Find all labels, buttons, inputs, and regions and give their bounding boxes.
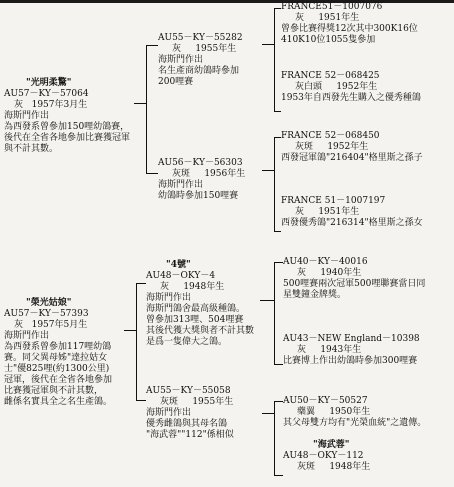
dam-dam-2-ring: AU48－OKY－112 bbox=[283, 450, 364, 461]
dam-sire-1 bbox=[281, 131, 423, 164]
connector-line bbox=[136, 283, 137, 400]
connector-line bbox=[262, 44, 274, 45]
dam-dam-1-ring: FRANCE 51－1007197 bbox=[281, 196, 386, 206]
dam-dam-2-born: 1948年生 bbox=[329, 461, 371, 472]
connector-line bbox=[124, 330, 136, 331]
dam-sire-2-ring: AU50－KY－50527 bbox=[283, 396, 368, 406]
subject-1 bbox=[4, 78, 130, 155]
subject-1-color: 灰 bbox=[14, 99, 24, 110]
sire-sire-2-color: 灰 bbox=[297, 267, 307, 278]
dam-sire-2-born: 1950年生 bbox=[329, 406, 371, 417]
sire-dam-2-note: 比賽博上作出幼鴿時參加300哩賽 bbox=[283, 355, 418, 366]
dam-sire-2-color-born bbox=[283, 407, 426, 418]
subject-1-note: 與不計其數。 bbox=[4, 143, 59, 154]
subject-2-name: "榮光姑娘" bbox=[26, 298, 72, 308]
sire-sire-1-color-born bbox=[281, 13, 418, 24]
dam-dam-1 bbox=[281, 196, 423, 229]
sire-dam-2 bbox=[283, 334, 420, 367]
sire-1-note: 名生產商幼鴿時參加 bbox=[158, 65, 240, 76]
sire-2-note: 海斯門鴿舍最高級種鴿。 bbox=[146, 303, 246, 314]
dam-2-ring: AU55－KY－55058 bbox=[146, 386, 231, 396]
sire-sire-1-note: 曾參比賽得獎12次其中300K16位 bbox=[281, 23, 418, 34]
subject-1-born: 1957年3月生 bbox=[31, 99, 88, 110]
dam-2-note: 海斯門作出 bbox=[146, 407, 192, 418]
sire-sire-1 bbox=[281, 2, 418, 46]
dam-1-ring: AU56－KY－56303 bbox=[158, 158, 243, 168]
subject-2-note: 比賽獲冠軍與不計其數， bbox=[4, 385, 104, 396]
subject-2-note: 雌係名實具全之名生產鴿。 bbox=[4, 396, 113, 407]
dam-sire-1-color-born bbox=[281, 142, 423, 153]
sire-2-ring: AU48－OKY－4 bbox=[146, 270, 216, 281]
subject-1-note: 海斯門作出 bbox=[4, 110, 50, 121]
sire-sire-1-ring: FRANCE51－1007076 bbox=[281, 2, 383, 12]
subject-2-born: 1957年5月生 bbox=[31, 319, 88, 330]
sire-1-ring: AU55－KY－55282 bbox=[158, 33, 243, 43]
connector-line bbox=[274, 401, 275, 475]
sire-sire-2-color-born bbox=[283, 268, 425, 279]
subject-2-note: 賽。同父異母姊"達拉姑女 bbox=[4, 352, 108, 363]
dam-sire-2 bbox=[283, 396, 426, 429]
sire-sire-1-note: 410K10位1055隻參加 bbox=[281, 34, 376, 45]
dam-sire-1-note: 西發冠軍鴿"216404"格里斯之孫子 bbox=[281, 152, 423, 163]
connector-line bbox=[134, 103, 146, 104]
dam-2 bbox=[146, 386, 234, 441]
connector-line bbox=[274, 262, 283, 263]
dam-2-note: 優秀雌鴿與其母名鴿 bbox=[146, 418, 228, 429]
sire-dam-1-ring: FRANCE 52－068425 bbox=[281, 71, 380, 81]
sire-2-name: "4號" bbox=[166, 260, 191, 270]
connector-line bbox=[146, 173, 158, 174]
connector-line bbox=[274, 364, 283, 365]
sire-sire-2-note: 星雙鐘金牌獎。 bbox=[283, 289, 347, 300]
dam-dam-2-name: "海武蓉" bbox=[313, 440, 350, 450]
dam-1 bbox=[158, 158, 245, 202]
sire-2-color-born bbox=[146, 282, 254, 293]
sire-dam-1-color: 灰白頭 bbox=[295, 81, 323, 92]
sire-dam-2-color: 灰 bbox=[297, 344, 307, 355]
connector-line bbox=[274, 231, 281, 232]
sire-1 bbox=[158, 33, 243, 88]
sire-dam-2-born: 1943年生 bbox=[320, 344, 362, 355]
subject-1-name: "光明柔驚" bbox=[26, 78, 72, 88]
dam-1-color: 灰斑 bbox=[172, 168, 191, 179]
dam-sire-1-color: 灰斑 bbox=[295, 141, 314, 152]
subject-2-ring: AU57－KY－57393 bbox=[4, 308, 89, 319]
dam-sire-2-color: 藥翼 bbox=[297, 406, 316, 417]
sire-sire-1-color: 灰 bbox=[295, 12, 305, 23]
sire-sire-2 bbox=[283, 257, 425, 301]
sire-dam-1-color-born bbox=[281, 82, 421, 93]
sire-sire-2-born: 1940年生 bbox=[320, 267, 362, 278]
connector-line bbox=[262, 170, 274, 171]
subject-2-color-born bbox=[4, 320, 112, 331]
connector-line bbox=[260, 300, 274, 301]
connector-line bbox=[262, 413, 274, 414]
sire-dam-1-note: 1953年自西發先生購入之優秀種鴿 bbox=[281, 92, 421, 103]
connector-line bbox=[274, 8, 281, 9]
sire-sire-2-ring: AU40－KY－40016 bbox=[283, 257, 368, 267]
dam-2-born: 1955年生 bbox=[192, 396, 234, 407]
connector-line bbox=[274, 137, 275, 231]
subject-2-note: 海斯門作出 bbox=[4, 330, 50, 341]
sire-1-note: 200哩賽 bbox=[158, 76, 194, 87]
subject-1-note: 為西發系曾參加150哩幼鴿賽， bbox=[4, 121, 130, 132]
dam-2-color: 灰斑 bbox=[160, 396, 179, 407]
sire-2 bbox=[146, 260, 254, 348]
connector-line bbox=[274, 8, 275, 112]
subject-1-note: 後代在全省各地參加比賽獲冠軍 bbox=[4, 132, 131, 143]
sire-sire-1-born: 1951年生 bbox=[318, 12, 360, 23]
connector-line bbox=[274, 111, 281, 112]
subject-1-color-born bbox=[4, 100, 130, 111]
dam-1-born: 1956年生 bbox=[204, 168, 246, 179]
dam-sire-1-ring: FRANCE 52－068450 bbox=[281, 131, 380, 141]
dam-dam-1-color-born bbox=[281, 207, 423, 218]
connector-line bbox=[274, 475, 283, 476]
dam-dam-1-note: 西發優秀鴿"216314"格里斯之孫女 bbox=[281, 217, 423, 228]
subject-2-note: 為西發系曾參加117哩幼鴿 bbox=[4, 341, 112, 352]
dam-2-note: "海武蓉""112"係相似 bbox=[146, 429, 234, 440]
dam-sire-1-born: 1952年生 bbox=[327, 141, 369, 152]
subject-2-color: 灰 bbox=[14, 319, 24, 330]
connector-line bbox=[136, 400, 146, 401]
sire-sire-2-note: 500哩賽兩次冠軍500哩聯賽當日同 bbox=[283, 278, 426, 289]
connector-line bbox=[274, 262, 275, 364]
sire-dam-1-born: 1952年生 bbox=[336, 81, 378, 92]
dam-dam-2 bbox=[283, 440, 370, 473]
sire-2-note: 其後代獲大獎與者不計其數 bbox=[146, 325, 255, 336]
sire-1-note: 海斯門作出 bbox=[158, 54, 204, 65]
connector-line bbox=[136, 283, 146, 284]
dam-1-note: 海斯門作出 bbox=[158, 179, 204, 190]
dam-2-color-born bbox=[146, 397, 234, 408]
subject-1-ring: AU57－KY－57064 bbox=[4, 88, 89, 99]
dam-dam-1-born: 1951年生 bbox=[318, 206, 360, 217]
sire-dam-1 bbox=[281, 71, 421, 104]
dam-dam-2-color-born bbox=[283, 462, 370, 473]
connector-line bbox=[146, 45, 147, 173]
sire-dam-2-ring: AU43－NEW England－10398 bbox=[283, 334, 420, 344]
sire-2-note: 海斯門作出 bbox=[146, 292, 192, 303]
connector-line bbox=[274, 137, 281, 138]
sire-2-born: 1948年生 bbox=[183, 281, 225, 292]
subject-2 bbox=[4, 298, 112, 408]
dam-1-color-born bbox=[158, 169, 245, 180]
dam-1-note: 幼鴿時參加150哩賽 bbox=[158, 190, 239, 201]
sire-2-note: 是爲一隻偉大之鴿。 bbox=[146, 336, 228, 347]
dam-dam-1-color: 灰 bbox=[295, 206, 305, 217]
subject-2-note: 士"優825哩(約1300公里) bbox=[4, 363, 110, 374]
sire-1-color: 灰 bbox=[172, 43, 182, 54]
subject-2-note: 冠軍，後代在全省各地參加 bbox=[4, 374, 113, 385]
connector-line bbox=[274, 401, 283, 402]
sire-1-born: 1955年生 bbox=[195, 43, 237, 54]
dam-sire-2-note: 其父母雙方均有"光榮血統"之遺傳。 bbox=[283, 417, 427, 428]
connector-line bbox=[146, 45, 158, 46]
dam-dam-2-color: 灰斑 bbox=[297, 461, 316, 472]
sire-1-color-born bbox=[158, 44, 243, 55]
sire-2-note: 曾參加313哩、504哩賽 bbox=[146, 314, 244, 325]
sire-dam-2-color-born bbox=[283, 345, 420, 356]
sire-2-color: 灰 bbox=[160, 281, 170, 292]
